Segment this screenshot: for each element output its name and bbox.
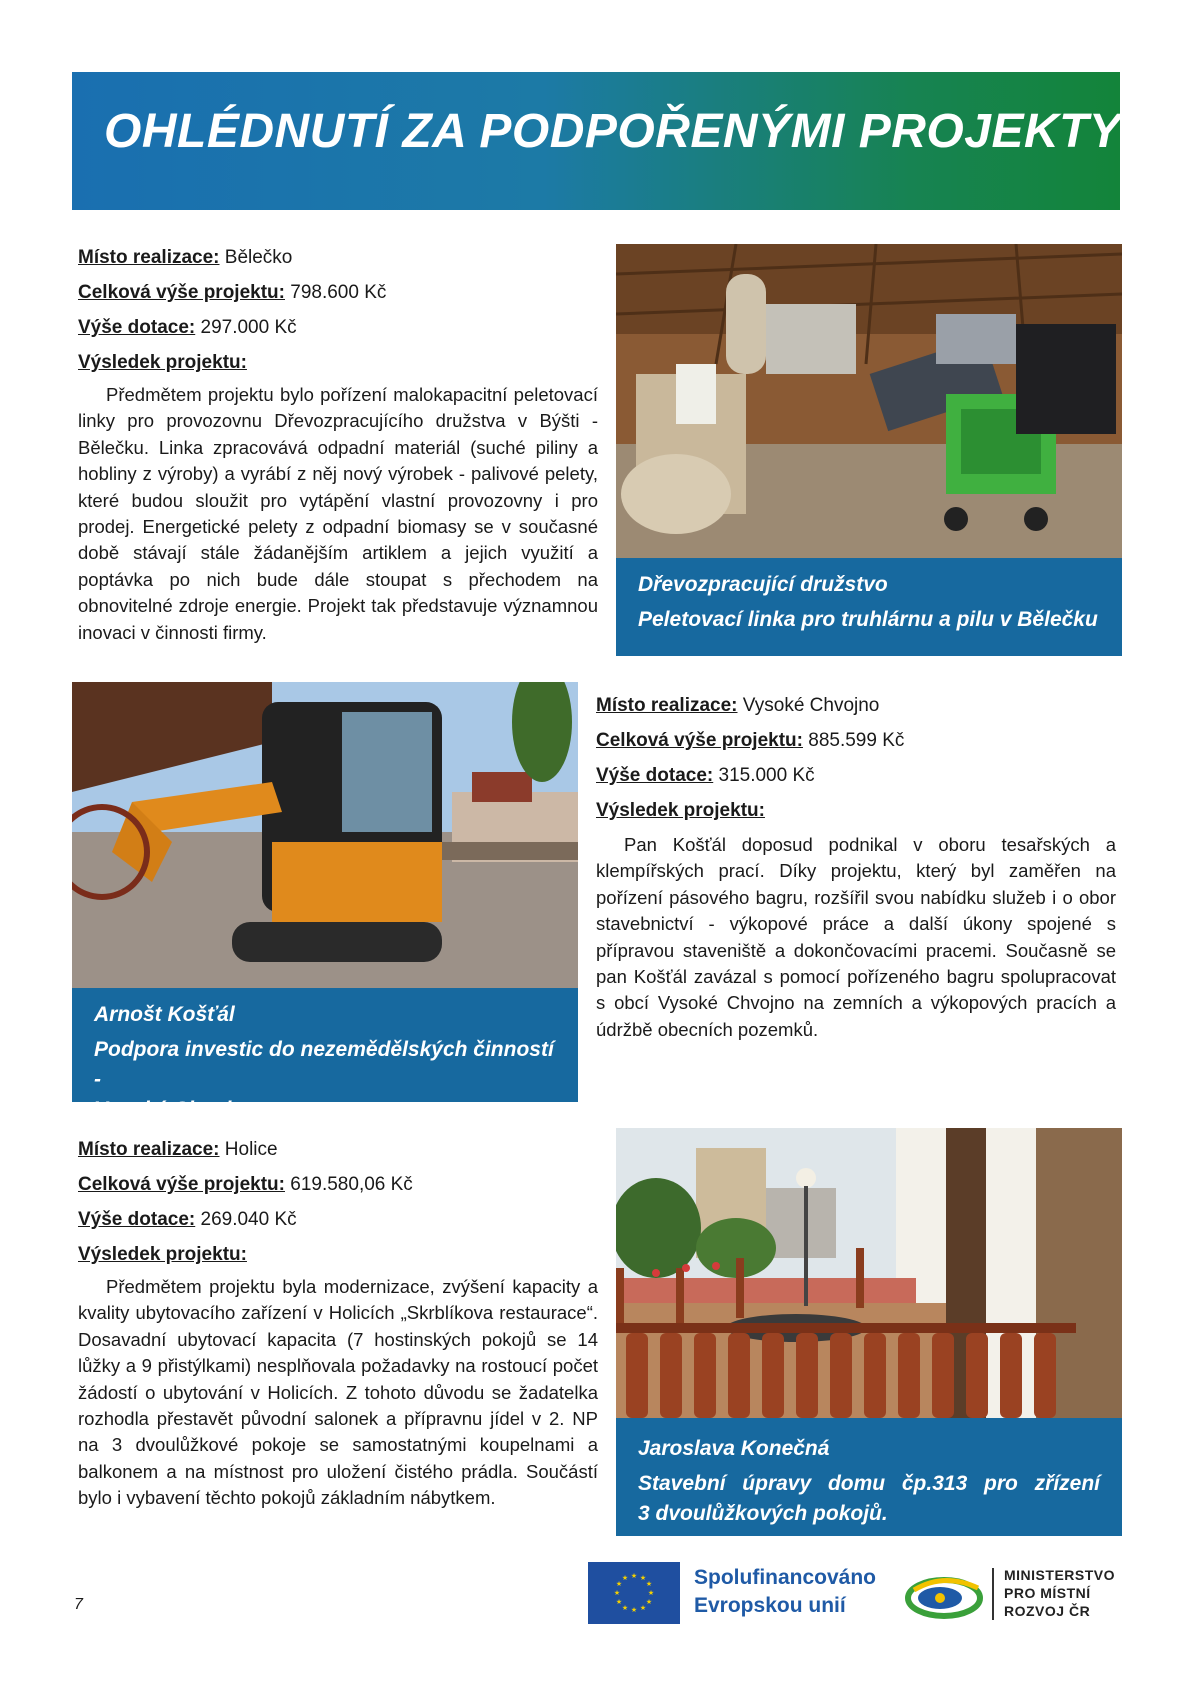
caption-line: Dřevozpracující družstvo [638,573,888,596]
caption-line: Podpora investic do nezemědělských činností - [94,1038,554,1091]
ministry-text: MINISTERSTVO PRO MÍSTNÍ ROZVOJ ČR [1004,1567,1116,1619]
grant-value: 269.040 Kč [195,1209,297,1230]
total-value: 885.599 Kč [802,730,905,751]
result-row: Výsledek projektu: [78,352,247,373]
place-value: Vysoké Chvojno [737,695,880,716]
project-2-info [596,688,904,828]
project-1-info [78,240,386,380]
project-2-photo-excavator [72,682,578,988]
svg-text:★: ★ [621,1604,629,1612]
project-1-description: Předmětem projektu bylo pořízení malokapacitní peletovací linky pro provozovnu Dřevozpracujícího družstva v Býšti - Bělečku. Linka zpracovává odpadní materiál (suché piliny a hobliny z výroby) a vyrábí z něj nový výrobek - palivové pelety, které budou sloužit pro vytápění vlastní provozovny i pro prodej. Energetické pelety z odpadní biomasy se v současné době stávají stále žádanějším artiklem a jejich využití a poptávka po nich bude dále stoupat s přechodem na obnovitelné zdroje energie. Projekt tak představuje významnou inovaci v činnosti firmy. [78,384,598,643]
total-row: Celková výše projektu: 619.580,06 Kč [78,1174,413,1195]
eu-cofinancing-text: Spolufinancováno Evropskou unií [694,1566,877,1617]
svg-text:★: ★ [645,1580,653,1588]
svg-text:★: ★ [630,1572,638,1580]
place-value: Bělečko [219,247,293,268]
svg-text:★: ★ [630,1606,638,1614]
caption-line: Stavební úpravy domu čp.313 pro zřízení [638,1472,1100,1495]
place-value: Holice [219,1139,278,1160]
caption-line: 3 dvoulůžkových pokojů. [638,1502,888,1525]
place-row: Místo realizace: Vysoké Chvojno [596,695,880,716]
project-3-info [78,1132,413,1272]
page-title: OHLÉDNUTÍ ZA PODPOŘENÝMI PROJEKTY [104,105,1122,158]
grant-row: Výše dotace: 315.000 Kč [596,765,815,786]
grant-row: Výše dotace: 269.040 Kč [78,1209,297,1230]
caption-line: Vysoké Chvojno [94,1098,257,1121]
project-1-photo-pellet-line [616,244,1122,558]
grant-row: Výše dotace: 297.000 Kč [78,317,297,338]
page-header-banner [72,72,1120,210]
project-3-caption [616,1418,1122,1536]
svg-text:★: ★ [645,1598,653,1606]
grant-value: 297.000 Kč [195,317,297,338]
place-row: Místo realizace: Holice [78,1139,278,1160]
result-row: Výsledek projektu: [596,800,765,821]
total-value: 619.580,06 Kč [284,1174,413,1195]
total-value: 798.600 Kč [284,282,387,303]
place-row: Místo realizace: Bělečko [78,247,293,268]
svg-text:★: ★ [647,1589,655,1597]
svg-text:★: ★ [615,1580,623,1588]
svg-text:★: ★ [639,1604,647,1612]
eu-flag-icon [588,1562,680,1624]
svg-text:★: ★ [621,1574,629,1582]
svg-text:★: ★ [615,1598,623,1606]
project-2-description: Pan Košťál doposud podnikal v oboru tesařských a klempířských prací. Díky projektu, který byl zaměřen na pořízení pásového bagru, rozšířil svou nabídku služeb i o obor stavebnictví - výkopové práce a další úkony spojené s přípravou staveniště a dokončovacími pracemi. Současně se pan Košťál zavázal s pomocí pořízeného bagru spolupracovat s obcí Vysoké Chvojno na zemních a výkopových pracích a údržbě obecních pozemků. [596,834,1116,1040]
svg-text:★: ★ [613,1589,621,1597]
project-3-photo-balcony [616,1128,1122,1418]
result-row: Výsledek projektu: [78,1244,247,1265]
page-number: 7 [74,1596,83,1613]
svg-text:★: ★ [639,1574,647,1582]
caption-line: Peletovací linka pro truhlárnu a pilu v Bělečku [638,608,1098,631]
ministry-divider [992,1568,994,1620]
caption-line: Jaroslava Konečná [638,1437,830,1460]
project-1-caption [616,558,1122,656]
grant-value: 315.000 Kč [713,765,815,786]
ministry-logo-icon [904,1568,984,1622]
project-3-description: Předmětem projektu byla modernizace, zvýšení kapacity a kvality ubytovacího zařízení v Holicích „Skrblíkova restaurace“. Dosavadní ubytovací kapacita (7 hostinských pokojů se 14 lůžky a 9 přistýlkami) nesplňovala požadavky na rostoucí počet žádostí o ubytování v Holicích. Z tohoto důvodu se žadatelka rozhodla přestavět původní salonek a přípravnu jídel v 2. NP na 3 dvoulůžkové pokoje se samostatnými koupelnami a balkonem a na místnost pro uložení čistého prádla. Součástí bylo i vybavení těchto pokojů základním nábytkem. [78,1276,598,1509]
total-row: Celková výše projektu: 885.599 Kč [596,730,905,751]
project-2-caption [72,988,578,1121]
total-row: Celková výše projektu: 798.600 Kč [78,282,387,303]
caption-line: Arnošt Košťál [94,1003,235,1026]
